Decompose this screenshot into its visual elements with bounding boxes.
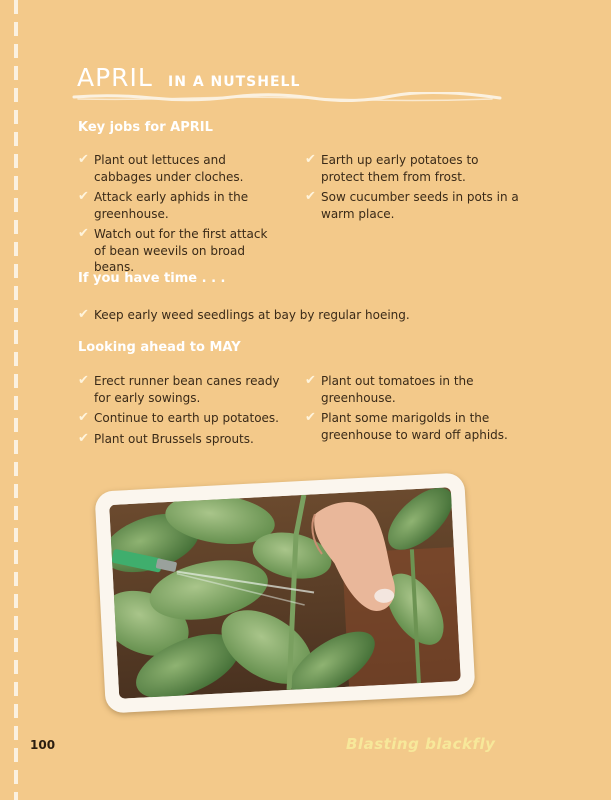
key-jobs-left-list (78, 152, 278, 280)
tick-icon: ✔ (78, 189, 89, 204)
looking-ahead-left-list (78, 373, 288, 451)
list-item-text: Attack early aphids in the greenhouse. (94, 190, 249, 221)
list-item-text: Watch out for the first attack of bean weevils on broad beans. (94, 227, 268, 274)
list-item-text: Erect runner bean canes ready for early sowings. (94, 374, 280, 405)
key-jobs-heading: Key jobs for APRIL (78, 120, 213, 135)
list-item-text: Earth up early potatoes to protect them from frost. (321, 153, 479, 184)
list-item (305, 152, 520, 185)
list-item (78, 152, 278, 185)
page-title (77, 56, 300, 94)
list-item-text: Plant out lettuces and cabbages under cloches. (94, 153, 244, 184)
if-time-heading: If you have time . . . (78, 271, 226, 286)
dashed-page-edge (14, 0, 18, 800)
tick-icon: ✔ (78, 410, 89, 425)
list-item (78, 189, 278, 222)
tick-icon: ✔ (305, 373, 316, 388)
list-item (78, 431, 288, 448)
list-item (305, 189, 520, 222)
photo-caption: Blasting blackfly (346, 735, 496, 753)
tick-icon: ✔ (78, 226, 89, 241)
list-item (78, 307, 518, 324)
tick-icon: ✔ (78, 430, 89, 446)
list-item-text: Sow cucumber seeds in pots in a warm place. (321, 190, 519, 221)
list-item (78, 373, 288, 406)
title-underline (72, 92, 502, 102)
tick-icon: ✔ (305, 189, 316, 204)
list-item (305, 410, 520, 443)
tick-icon: ✔ (305, 410, 316, 425)
list-item (305, 373, 520, 406)
tick-icon: ✔ (305, 152, 316, 167)
list-item-text: Plant out Brussels sprouts. (94, 431, 254, 446)
list-item-text: Plant some marigolds in the greenhouse to ward off aphids. (321, 411, 508, 442)
list-item (78, 226, 278, 276)
list-item-text: Keep early weed seedlings at bay by regular hoeing. (94, 308, 410, 322)
page-title-main: APRIL (77, 63, 153, 92)
list-item-text: Continue to earth up potatoes. (94, 411, 279, 425)
broad-bean-spraying-photo (109, 487, 461, 699)
key-jobs-right-list (305, 152, 520, 226)
looking-ahead-right-list (305, 373, 520, 447)
page-number: 100 (30, 738, 56, 752)
tick-icon: ✔ (78, 152, 89, 167)
page-title-sub: IN A NUTSHELL (168, 74, 301, 90)
tick-icon: ✔ (78, 373, 89, 388)
photo-frame (94, 472, 475, 713)
list-item (78, 410, 288, 427)
list-item-text: Plant out tomatoes in the greenhouse. (321, 374, 474, 405)
if-time-list (78, 307, 518, 328)
tick-icon: ✔ (78, 307, 89, 322)
looking-ahead-heading: Looking ahead to MAY (78, 340, 241, 355)
